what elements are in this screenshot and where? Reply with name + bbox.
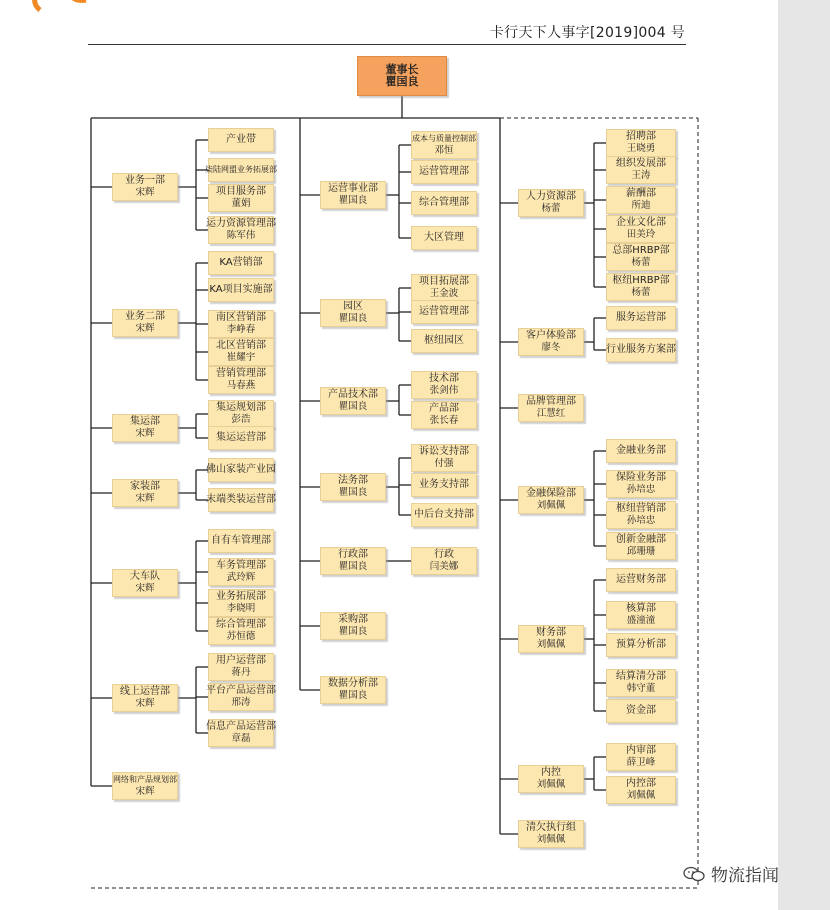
box-label: 服务运营部 — [616, 312, 666, 323]
sub-dept-box-left-1-4[interactable] — [208, 366, 274, 394]
sub-dept-box-right-0-4[interactable] — [606, 243, 676, 271]
sub-dept-box-right-1-0[interactable] — [606, 306, 676, 330]
box-person: 李峥春 — [226, 324, 256, 335]
box-person: 王金波 — [429, 288, 459, 299]
box-person: 江慧红 — [536, 408, 566, 419]
box-person: 瞿国良 — [338, 195, 368, 206]
sub-dept-box-right-3-0[interactable] — [606, 439, 676, 463]
box-person: 廖冬 — [541, 342, 561, 353]
box-label: 法务部 — [338, 475, 368, 486]
box-person: 宋辉 — [135, 583, 155, 594]
box-person: 宋辉 — [135, 428, 155, 439]
box-person: 马春燕 — [226, 380, 256, 391]
box-person: 刘佩佩 — [536, 779, 566, 790]
sub-dept-box-right-0-3[interactable] — [606, 215, 676, 243]
box-person: 苏恒德 — [226, 631, 256, 642]
box-label: 结算清分部 — [616, 671, 666, 682]
sub-dept-box-left-4-3[interactable] — [208, 617, 274, 645]
box-label: 行政 — [434, 549, 454, 560]
dept-box-left-4[interactable] — [112, 569, 178, 597]
box-label: 业务支持部 — [419, 479, 469, 490]
sub-dept-box-mid-2-0[interactable] — [411, 371, 477, 399]
box-person: 王晓勇 — [626, 143, 656, 154]
box-person: 宋辉 — [135, 493, 155, 504]
box-label: 产品部 — [429, 403, 459, 414]
box-person: 孙培忠 — [626, 484, 656, 495]
sub-dept-box-mid-1-2[interactable] — [411, 329, 477, 353]
dept-box-right-2[interactable] — [518, 394, 584, 422]
box-label: 内审部 — [626, 745, 656, 756]
box-label: 自有车管理部 — [211, 535, 271, 546]
box-label: 金融业务部 — [616, 445, 666, 456]
sub-dept-box-right-3-3[interactable] — [606, 532, 676, 560]
box-person: 孙培忠 — [626, 515, 656, 526]
sub-dept-box-mid-0-2[interactable] — [411, 191, 477, 215]
box-person: 崔耀宇 — [226, 352, 256, 363]
dept-box-right-0[interactable] — [518, 189, 584, 217]
box-label: 金融保险部 — [526, 488, 576, 499]
sub-dept-box-left-1-1[interactable] — [208, 278, 274, 302]
sub-dept-box-left-1-2[interactable] — [208, 310, 274, 338]
dept-box-right-4[interactable] — [518, 625, 584, 653]
box-person: 杨蕾 — [631, 257, 651, 268]
sub-dept-box-right-3-1[interactable] — [606, 470, 676, 498]
box-person: 韩守董 — [626, 683, 656, 694]
document-number: 卡行天下人事字[2019]004 号 — [489, 25, 685, 41]
box-label: 企业文化部 — [616, 217, 666, 228]
box-label: 集运部 — [130, 416, 160, 427]
sub-dept-box-mid-1-1[interactable] — [411, 300, 477, 324]
dept-box-left-3[interactable] — [112, 479, 178, 507]
box-label: 南区营销部 — [216, 312, 266, 323]
box-label: 运力资源管理部 — [206, 218, 276, 229]
box-person: 张剑伟 — [429, 385, 459, 396]
sub-dept-box-right-3-2[interactable] — [606, 501, 676, 529]
box-label: 财务部 — [536, 627, 566, 638]
box-label: 北区营销部 — [216, 340, 266, 351]
sub-dept-box-right-0-5[interactable] — [606, 273, 676, 301]
sub-dept-box-right-4-0[interactable] — [606, 568, 676, 592]
sub-dept-box-left-5-0[interactable] — [208, 653, 274, 681]
box-label: 佛山家装产业园 — [206, 464, 276, 475]
sub-dept-box-left-0-3[interactable] — [208, 216, 274, 244]
box-label: 行政部 — [338, 549, 368, 560]
dept-box-left-1[interactable] — [112, 309, 178, 337]
box-person: 陈军伟 — [226, 230, 256, 241]
box-label: 预算分析部 — [616, 639, 666, 650]
box-label: 采购部 — [338, 614, 368, 625]
box-person: 瞿国良 — [338, 401, 368, 412]
box-label: 业务二部 — [125, 311, 165, 322]
dept-box-mid-0[interactable] — [320, 181, 386, 209]
chairman-box[interactable] — [357, 56, 447, 96]
sub-dept-box-right-0-1[interactable] — [606, 156, 676, 184]
box-label: 薪酬部 — [626, 188, 656, 199]
dept-box-left-2[interactable] — [112, 414, 178, 442]
dept-box-mid-4[interactable] — [320, 547, 386, 575]
dept-box-mid-3[interactable] — [320, 473, 386, 501]
box-label: 车务管理部 — [216, 560, 266, 571]
wechat-icon — [683, 866, 705, 882]
box-person: 邱珊珊 — [626, 546, 656, 557]
box-person: 瞿国良 — [338, 487, 368, 498]
dept-box-mid-1[interactable] — [320, 299, 386, 327]
box-label: 总部HRBP部 — [612, 245, 670, 256]
box-label: 末端类装运营部 — [206, 494, 276, 505]
sub-dept-box-right-1-1[interactable] — [606, 338, 676, 362]
box-person: 杨蕾 — [631, 287, 651, 298]
box-label: 运营事业部 — [328, 183, 378, 194]
box-label: 产业带 — [226, 134, 256, 145]
box-label: 大区管理 — [424, 232, 464, 243]
box-label: 数据分析部 — [328, 678, 378, 689]
box-label: 技术部 — [429, 373, 459, 384]
box-label: 运营管理部 — [419, 306, 469, 317]
dept-box-left-6[interactable] — [112, 772, 178, 800]
dept-box-mid-2[interactable] — [320, 387, 386, 415]
sub-dept-box-right-5-1[interactable] — [606, 776, 676, 804]
sub-dept-box-mid-3-0[interactable] — [411, 444, 477, 472]
box-person: 彭浩 — [231, 414, 251, 425]
box-label: 核算部 — [626, 603, 656, 614]
box-label: 品牌管理部 — [526, 396, 576, 407]
box-person: 武玲辉 — [226, 572, 256, 583]
box-person: 宋辉 — [135, 187, 155, 198]
sub-dept-box-left-0-2[interactable] — [208, 184, 274, 212]
box-person: 瞿国良 — [338, 626, 368, 637]
box-person: 刘佩佩 — [536, 639, 566, 650]
sub-dept-box-mid-3-1[interactable] — [411, 473, 477, 497]
sub-dept-box-left-2-0[interactable] — [208, 400, 274, 428]
box-label: 资金部 — [626, 705, 656, 716]
box-person: 付强 — [434, 458, 454, 469]
sub-dept-box-mid-0-3[interactable] — [411, 226, 477, 250]
box-label: 诉讼支持部 — [419, 446, 469, 457]
sub-dept-box-left-2-1[interactable] — [208, 426, 274, 450]
box-label: 用户运营部 — [216, 655, 266, 666]
box-label: 园区 — [343, 301, 363, 312]
box-person: 董娟 — [231, 198, 251, 209]
sub-dept-box-right-4-3[interactable] — [606, 669, 676, 697]
sub-dept-box-left-0-1[interactable] — [205, 158, 277, 182]
box-label: 枢纽营销部 — [616, 503, 666, 514]
box-person: 盛潼潼 — [626, 615, 656, 626]
box-label: 业务拓展部 — [216, 591, 266, 602]
box-label: 中后台支持部 — [414, 509, 474, 520]
box-label: 线上运营部 — [120, 686, 170, 697]
sub-dept-box-right-0-2[interactable] — [606, 186, 676, 214]
box-person: 王涛 — [631, 170, 651, 181]
box-label: 家装部 — [130, 481, 160, 492]
box-label: 网络和产品规划部 — [113, 775, 177, 784]
box-label: 综合管理部 — [419, 197, 469, 208]
box-label: 平台产品运营部 — [206, 685, 276, 696]
box-label: 成本与质量控制部 — [412, 134, 476, 143]
sub-dept-box-left-4-2[interactable] — [208, 589, 274, 617]
sub-dept-box-left-4-1[interactable] — [208, 558, 274, 586]
sub-dept-box-left-0-0[interactable] — [208, 128, 274, 152]
sub-dept-box-mid-1-0[interactable] — [411, 274, 477, 302]
box-person: 宋辉 — [135, 323, 155, 334]
box-label: 枢纽HRBP部 — [612, 275, 670, 286]
box-label: 内控部 — [626, 778, 656, 789]
sub-dept-box-mid-2-1[interactable] — [411, 401, 477, 429]
dept-box-right-3[interactable] — [518, 486, 584, 514]
sub-dept-box-left-5-2[interactable] — [208, 719, 274, 747]
dept-box-mid-6[interactable] — [320, 676, 386, 704]
box-label: 项目服务部 — [216, 186, 266, 197]
box-label: 组织发展部 — [616, 158, 666, 169]
sub-dept-box-left-3-1[interactable] — [208, 488, 274, 512]
box-person: 田美玲 — [626, 229, 656, 240]
box-label: 行业服务方案部 — [606, 344, 676, 355]
dept-box-right-6[interactable] — [518, 820, 584, 848]
sub-dept-box-left-5-1[interactable] — [208, 683, 274, 711]
sub-dept-box-mid-3-2[interactable] — [411, 503, 477, 527]
box-person: 蒋丹 — [231, 667, 251, 678]
sub-dept-box-left-1-0[interactable] — [208, 251, 274, 275]
box-person: 邓恒 — [434, 145, 454, 156]
box-label: 产品技术部 — [328, 389, 378, 400]
box-label: KA营销部 — [219, 257, 263, 268]
box-label: 枢纽园区 — [424, 335, 464, 346]
sub-dept-box-left-3-0[interactable] — [208, 458, 274, 482]
sub-dept-box-mid-0-0[interactable] — [411, 131, 477, 159]
watermark-text: 物流指闻 — [711, 866, 779, 886]
box-person: 所迪 — [631, 200, 651, 211]
sub-dept-box-right-4-2[interactable] — [606, 633, 676, 657]
box-person: 李晓明 — [226, 603, 256, 614]
box-label: 大车队 — [130, 571, 160, 582]
box-person: 张长春 — [429, 415, 459, 426]
box-label: 业务一部 — [125, 175, 165, 186]
box-person: 刘佩佩 — [626, 790, 656, 801]
box-person: 宋辉 — [135, 698, 155, 709]
box-person: 薛卫峰 — [626, 757, 656, 768]
box-label: 集运规划部 — [216, 402, 266, 413]
sub-dept-box-mid-0-1[interactable] — [411, 160, 477, 184]
box-person: 刘佩佩 — [536, 500, 566, 511]
box-person: 宋辉 — [135, 786, 155, 797]
box-label: 柒陆网盟业务拓展部 — [205, 165, 277, 174]
box-person: 章磊 — [231, 733, 251, 744]
box-label: 综合管理部 — [216, 619, 266, 630]
box-person: 闫美娜 — [429, 561, 459, 572]
sub-dept-box-right-4-4[interactable] — [606, 699, 676, 723]
box-person: 瞿国良 — [338, 561, 368, 572]
box-label: 创新金融部 — [616, 534, 666, 545]
dept-box-left-0[interactable] — [112, 173, 178, 201]
box-person: 瞿国良 — [338, 690, 368, 701]
box-label: 运营管理部 — [419, 166, 469, 177]
dept-box-right-5[interactable] — [518, 765, 584, 793]
box-label: 集运运营部 — [216, 432, 266, 443]
box-label: KA项目实施部 — [209, 284, 273, 295]
chairman-name: 瞿国良 — [385, 75, 419, 88]
box-label: 运营财务部 — [616, 574, 666, 585]
dept-box-mid-5[interactable] — [320, 612, 386, 640]
sub-dept-box-right-4-1[interactable] — [606, 601, 676, 629]
sub-dept-box-left-1-3[interactable] — [208, 338, 274, 366]
sub-dept-box-right-5-0[interactable] — [606, 743, 676, 771]
box-label: 信息产品运营部 — [206, 721, 276, 732]
box-label: 项目拓展部 — [419, 276, 469, 287]
box-label: 人力资源部 — [526, 191, 576, 202]
box-person: 刘佩佩 — [536, 834, 566, 845]
watermark — [683, 861, 779, 886]
dept-box-right-1[interactable] — [518, 328, 584, 356]
sub-dept-box-mid-4-0[interactable] — [411, 547, 477, 575]
box-label: 营销管理部 — [216, 368, 266, 379]
sub-dept-box-right-0-0[interactable] — [606, 129, 676, 157]
box-label: 保险业务部 — [616, 472, 666, 483]
chairman-title: 董事长 — [385, 63, 419, 76]
box-label: 客户体验部 — [526, 330, 576, 341]
dept-box-left-5[interactable] — [112, 684, 178, 712]
box-label: 内控 — [541, 767, 561, 778]
sub-dept-box-left-4-0[interactable] — [208, 529, 274, 553]
box-label: 清欠执行组 — [526, 822, 576, 833]
box-person: 邢涛 — [231, 697, 251, 708]
box-label: 招聘部 — [626, 131, 656, 142]
box-person: 杨蕾 — [541, 203, 561, 214]
box-person: 瞿国良 — [338, 313, 368, 324]
